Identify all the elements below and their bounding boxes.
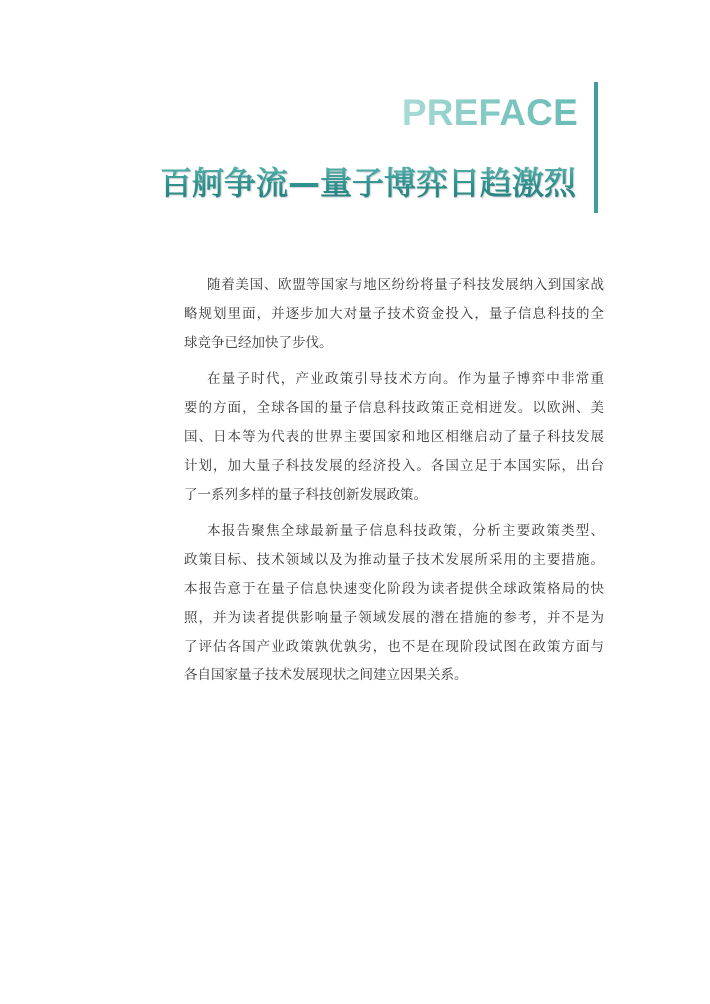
body-line: 了一系列多样的量子科技创新发展政策。 — [184, 486, 427, 503]
body-line: 本报告聚焦全球最新量子信息科技政策，分析主要政策类型、 — [207, 523, 604, 540]
body-line: 本报告意于在量子信息快速变化阶段为读者提供全球政策格局的快 — [184, 580, 604, 597]
body-line: 国、日本等为代表的世界主要国家和地区相继启动了量子科技发展 — [184, 428, 604, 445]
body-line: 照，并为读者提供影响量子领域发展的潜在措施的参考，并不是为 — [184, 609, 604, 626]
body-line: 随着美国、欧盟等国家与地区纷纷将量子科技发展纳入到国家战 — [207, 277, 604, 293]
preface-label: PREFACE — [401, 92, 578, 133]
body-line: 各自国家量子技术发展现状之间建立因果关系。 — [184, 667, 468, 684]
body-line: 要的方面，全球各国的量子信息科技政策正竞相迸发。以欧洲、美 — [184, 400, 604, 417]
body-line: 在量子时代，产业政策引导技术方向。作为量子博弈中非常重 — [207, 371, 604, 388]
body-line: 球竞争已经加快了步伐。 — [184, 334, 333, 351]
body-line: 政策目标、技术领域以及为推动量子技术发展所采用的主要措施。 — [184, 552, 604, 569]
paragraph-1 — [184, 271, 604, 357]
body-line: 略规划里面，并逐步加大对量子技术资金投入，量子信息科技的全 — [184, 305, 604, 322]
preface-body — [184, 271, 604, 698]
page-title: 百舸争流—量子博弈日趋激烈 — [159, 164, 576, 202]
body-line: 了评估各国产业政策孰优孰劣，也不是在现阶段试图在政策方面与 — [184, 638, 604, 655]
body-line: 计划，加大量子科技发展的经济投入。各国立足于本国实际，出台 — [184, 457, 604, 474]
paragraph-2 — [184, 365, 604, 509]
accent-bar — [594, 82, 598, 213]
paragraph-3 — [184, 517, 604, 690]
